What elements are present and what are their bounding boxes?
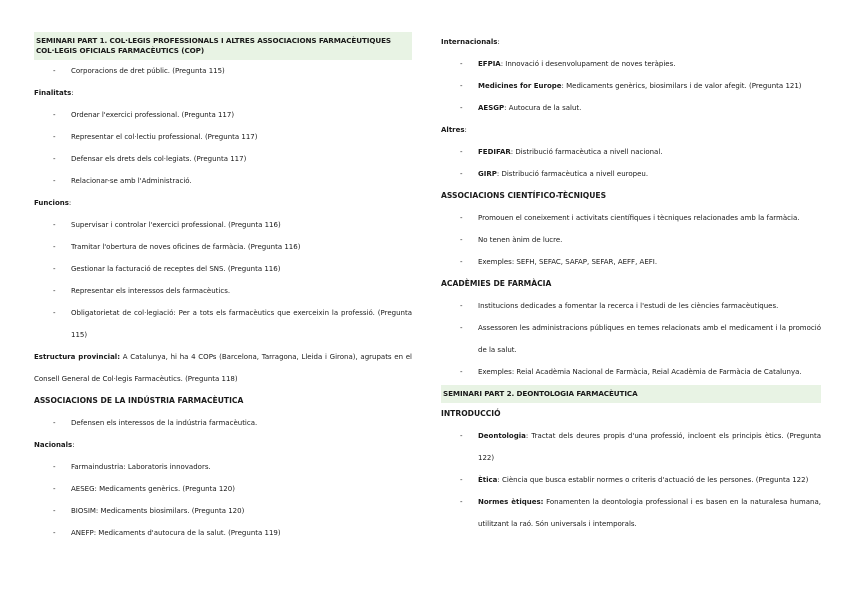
list-item: - Defensen els interessos de la indústria farmacèutica. [34, 412, 412, 434]
list-item: - Normes ètiques: Fonamenten la deontologia professional i es basen en la naturalesa humana, utilitzant la raó. Són universals i intemporals. [441, 491, 821, 535]
list-item: - ANEFP: Medicaments d'autocura de la salut. (Pregunta 119) [34, 522, 412, 544]
cop-list [34, 60, 412, 82]
list-item: - EFPIA: Innovació i desenvolupament de noves teràpies. [441, 53, 821, 75]
list-item: - Medicines for Europe: Medicaments genèrics, biosimilars i de valor afegit. (Pregunta 121) [441, 75, 821, 97]
list-item: - Farmaindustria: Laboratoris innovadors. [34, 456, 412, 478]
estructura-provincial: Estructura provincial: A Catalunya, hi ha 4 COPs (Barcelona, Tarragona, Lleida i Girona), agrupats en el Consell General de Col·legis Farmacèutics. (Pregunta 118) [34, 353, 412, 383]
internacionals-list [441, 53, 821, 119]
cientifico-heading: ASSOCIACIONS CIENTÍFICO-TÈCNIQUES [441, 191, 607, 200]
list-item: - FEDIFAR: Distribució farmacèutica a nivell nacional. [441, 141, 821, 163]
list-item: - Representar el col·lectiu professional. (Pregunta 117) [34, 126, 412, 148]
cientifico-list [441, 207, 821, 273]
banner-subtitle: COL·LEGIS OFICIALS FARMACÈUTICS (COP) [36, 46, 205, 55]
banner-title: SEMINARI PART 2. DEONTOLOGIA FARMACÈUTICA [443, 389, 638, 398]
list-item: - AESEG: Medicaments genèrics. (Pregunta 120) [34, 478, 412, 500]
list-item: - Obligatorietat de col·legiació: Per a tots els farmacèutics que exerceixin la professió. (Pregunta 115) [34, 302, 412, 346]
list-item: - No tenen ànim de lucre. [441, 229, 821, 251]
introduccio-list [441, 425, 821, 535]
list-item: - Ètica: Ciència que busca establir normes o criteris d'actuació de les persones. (Pregunta 122) [441, 469, 821, 491]
list-item: - GIRP: Distribució farmacèutica a nivell europeu. [441, 163, 821, 185]
introduccio-heading: INTRODUCCIÓ [441, 409, 501, 418]
right-column [441, 31, 821, 535]
academies-heading: ACADÈMIES DE FARMÀCIA [441, 279, 552, 288]
funcions-label: Funcions: [34, 199, 72, 207]
list-item: - Assessoren les administracions públiques en temes relacionats amb el medicament i la promoció de la salut. [441, 317, 821, 361]
academies-list [441, 295, 821, 383]
list-item: - Deontologia: Tractat dels deures propis d'una professió, incloent els principis ètics. (Pregunta 122) [441, 425, 821, 469]
list-item: - Exemples: SEFH, SEFAC, SAFAP, SEFAR, AEFF, AEFI. [441, 251, 821, 273]
industria-list [34, 412, 412, 434]
list-item: - Institucions dedicades a fomentar la recerca i l'estudi de les ciències farmacèutiques. [441, 295, 821, 317]
left-column [34, 32, 412, 544]
list-item: - Gestionar la facturació de receptes del SNS. (Pregunta 116) [34, 258, 412, 280]
banner-title: SEMINARI PART 1. COL·LEGIS PROFESSIONALS I ALTRES ASSOCIACIONS FARMACÈUTIQUES [36, 36, 391, 45]
nacionals-list [34, 456, 412, 544]
altres-list [441, 141, 821, 185]
internacionals-label: Internacionals: [441, 38, 500, 46]
altres-label: Altres: [441, 126, 467, 134]
list-item: - BIOSIM: Medicaments biosimilars. (Pregunta 120) [34, 500, 412, 522]
seminar-part2-banner [441, 385, 821, 403]
list-item: - Exemples: Reial Acadèmia Nacional de Farmàcia, Reial Acadèmia de Farmàcia de Catalunya. [441, 361, 821, 383]
finalitats-list [34, 104, 412, 192]
list-item: - Defensar els drets dels col·legiats. (Pregunta 117) [34, 148, 412, 170]
list-item: - Supervisar i controlar l'exercici professional. (Pregunta 116) [34, 214, 412, 236]
list-item: - Representar els interessos dels farmacèutics. [34, 280, 412, 302]
finalitats-label: Finalitats: [34, 89, 74, 97]
list-item: - Relacionar-se amb l'Administració. [34, 170, 412, 192]
list-item: - Promouen el coneixement i activitats científiques i tècniques relacionades amb la farmàcia. [441, 207, 821, 229]
list-item: - Tramitar l'obertura de noves oficines de farmàcia. (Pregunta 116) [34, 236, 412, 258]
list-item: - Ordenar l'exercici professional. (Pregunta 117) [34, 104, 412, 126]
industria-heading: ASSOCIACIONS DE LA INDÚSTRIA FARMACÈUTICA [34, 396, 244, 405]
seminar-part1-banner [34, 32, 412, 60]
funcions-list [34, 214, 412, 346]
list-item: - AESGP: Autocura de la salut. [441, 97, 821, 119]
nacionals-label: Nacionals: [34, 441, 75, 449]
list-item: - Corporacions de dret públic. (Pregunta 115) [34, 60, 412, 82]
